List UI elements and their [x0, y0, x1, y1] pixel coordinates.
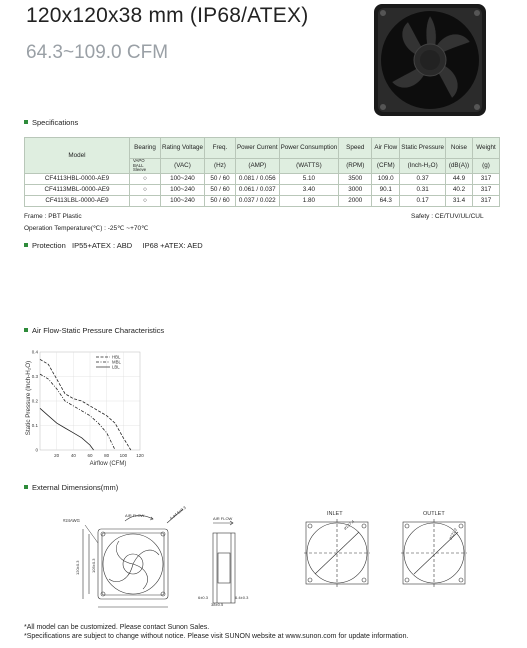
airflow-range-subtitle: 64.3~109.0 CFM — [26, 42, 169, 63]
y-tick-label: 0.3 — [31, 374, 38, 379]
cell-freq: 50 / 60 — [204, 173, 235, 184]
y-tick-label: 0.2 — [31, 398, 38, 404]
y-axis-label: Static Pressure (Inch-H₂O) — [25, 360, 32, 436]
protection-label: Protection — [32, 241, 66, 250]
inlet-label: INLET — [327, 511, 343, 517]
bullet-square-icon — [24, 120, 28, 124]
cell-bearing: ○ — [130, 195, 161, 206]
table-row — [25, 184, 500, 195]
dimension-a: 6±0.3 — [198, 595, 208, 600]
bullet-square-icon — [24, 243, 28, 247]
cell-model: CF4113HBL-0000-AE9 — [25, 173, 130, 184]
bearing-legend — [130, 159, 161, 174]
cell-pressure: 0.17 — [400, 195, 446, 206]
mount-hole-dimension: 4-ø4.5±0.3 — [168, 504, 187, 521]
outlet-drawing — [395, 508, 475, 592]
hole-spacing-dimension: 105±0.3 — [91, 558, 96, 573]
col-weight: Weight — [472, 138, 499, 159]
dimension-c: 6.4±0.3 — [235, 595, 249, 600]
col-noise: Noise — [445, 138, 472, 159]
unit-freq: (Hz) — [204, 159, 235, 174]
air-flow-label: AIR FLOW — [125, 513, 145, 518]
page-title: 120x120x38 mm (IP68/ATEX) — [26, 4, 309, 27]
awg-label: #24AWG — [63, 518, 80, 523]
cell-noise: 44.9 — [445, 173, 472, 184]
inlet-diameter: ø137.4 — [342, 518, 356, 531]
x-tick-label: 80 — [104, 453, 110, 458]
outlet-diameter: ø121.2 — [447, 527, 459, 541]
unit-voltage: (VAC) — [161, 159, 205, 174]
y-tick-label: 0.1 — [31, 423, 38, 428]
dimensions-heading: External Dimensions(mm) — [24, 483, 118, 492]
x-tick-label: 120 — [136, 453, 144, 458]
bearing-legend-item: BALL — [133, 162, 144, 168]
airflow-heading: Air Flow-Static Pressure Characteristics — [24, 326, 164, 335]
dimension-b: 38±0.5 — [211, 602, 224, 607]
unit-current: (AMP) — [235, 159, 279, 174]
x-tick-label: 60 — [87, 453, 93, 458]
cell-airflow: 64.3 — [372, 195, 400, 206]
operation-temp-note: Operation Temperature(℃) : -25℃ ~+70℃ — [24, 225, 149, 232]
legend-label: LBL — [112, 364, 120, 370]
table-row — [25, 195, 500, 206]
col-airflow: Air Flow — [372, 138, 400, 159]
spec-table — [24, 137, 500, 207]
cell-noise: 40.2 — [445, 184, 472, 195]
cell-weight: 317 — [472, 195, 499, 206]
cell-weight: 317 — [472, 173, 499, 184]
safety-note: Safety : CE/TUV/UL/CUL — [411, 213, 484, 220]
col-freq: Freq. — [204, 138, 235, 159]
cell-noise: 31.4 — [445, 195, 472, 206]
col-speed: Speed — [339, 138, 372, 159]
bullet-square-icon — [24, 328, 28, 332]
fan-side-drawing — [198, 513, 263, 608]
x-tick-label: 20 — [54, 453, 60, 458]
cell-model: CF4113LBL-0000-AE9 — [25, 195, 130, 206]
unit-pressure: (Inch-H₂O) — [400, 159, 446, 174]
col-bearing: Bearing — [130, 138, 161, 159]
unit-speed: (RPM) — [339, 159, 372, 174]
footer-note-2: *Specifications are subject to change without notice. Please visit SUNON website at www.sunon.com for update information. — [24, 633, 409, 640]
bearing-legend-item: VAPO — [133, 158, 145, 163]
protection-ip68: IP68 +ATEX: AED — [142, 241, 203, 250]
cell-speed: 3500 — [339, 173, 372, 184]
airflow-pressure-chart — [22, 342, 152, 472]
cell-current: 0.037 / 0.022 — [235, 195, 279, 206]
protection-line — [24, 241, 203, 250]
inlet-drawing — [300, 508, 372, 592]
cell-model: CF4113MBL-0000-AE9 — [25, 184, 130, 195]
col-consumption: Power Consumption — [279, 138, 339, 159]
cell-current: 0.061 / 0.037 — [235, 184, 279, 195]
cell-freq: 50 / 60 — [204, 195, 235, 206]
unit-airflow: (CFM) — [372, 159, 400, 174]
y-tick-label: 0 — [35, 447, 38, 453]
fan-product-image — [372, 2, 488, 118]
col-voltage: Rating Voltage — [161, 138, 205, 159]
col-model: Model — [25, 138, 130, 174]
footer-note-1: *All model can be customized. Please contact Sunon Sales. — [24, 624, 210, 631]
bearing-legend-item: Sleeve — [133, 167, 147, 173]
width-dimension: 120±0.3 — [75, 560, 80, 575]
cell-airflow: 90.1 — [372, 184, 400, 195]
cell-freq: 50 / 60 — [204, 184, 235, 195]
bullet-square-icon — [24, 485, 28, 489]
fan-front-drawing — [55, 503, 205, 611]
cell-bearing: ○ — [130, 173, 161, 184]
cell-voltage: 100~240 — [161, 184, 205, 195]
protection-ip55: IP55+ATEX : ABD — [72, 241, 133, 250]
y-tick-label: 0.4 — [31, 349, 38, 355]
cell-consumption: 3.40 — [279, 184, 339, 195]
cell-voltage: 100~240 — [161, 173, 205, 184]
cell-consumption: 1.80 — [279, 195, 339, 206]
col-current: Power Current — [235, 138, 279, 159]
cell-airflow: 109.0 — [372, 173, 400, 184]
unit-noise: (dB(A)) — [445, 159, 472, 174]
x-tick-label: 40 — [70, 453, 76, 458]
cell-consumption: 5.10 — [279, 173, 339, 184]
col-pressure: Static Pressure — [400, 138, 446, 159]
legend-label: MBL — [112, 359, 121, 365]
side-air-flow-label: AIR FLOW — [213, 516, 233, 521]
unit-weight: (g) — [472, 159, 499, 174]
cell-speed: 2000 — [339, 195, 372, 206]
cell-weight: 317 — [472, 184, 499, 195]
cell-voltage: 100~240 — [161, 195, 205, 206]
frame-note: Frame : PBT Plastic — [24, 213, 82, 220]
table-row — [25, 173, 500, 184]
cell-bearing: ○ — [130, 184, 161, 195]
cell-speed: 3000 — [339, 184, 372, 195]
x-axis-label: Airflow (CFM) — [89, 461, 127, 467]
specifications-heading: Specifications — [24, 118, 78, 127]
cell-pressure: 0.37 — [400, 173, 446, 184]
chart-grid — [40, 352, 140, 450]
outlet-label: OUTLET — [423, 511, 445, 517]
cell-current: 0.081 / 0.056 — [235, 173, 279, 184]
x-tick-label: 100 — [119, 453, 128, 458]
cell-pressure: 0.31 — [400, 184, 446, 195]
legend-label: HBL — [112, 354, 121, 360]
unit-consumption: (WATTS) — [279, 159, 339, 174]
